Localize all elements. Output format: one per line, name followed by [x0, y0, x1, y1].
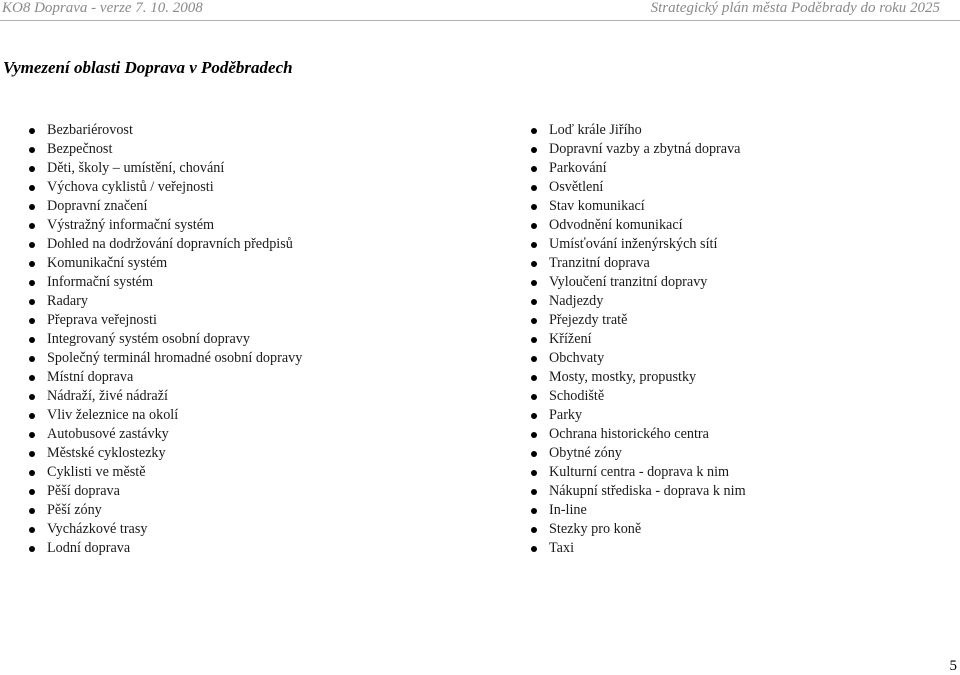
- bullet-icon: [531, 204, 537, 210]
- bullet-icon: [29, 318, 35, 324]
- list-item: [29, 425, 302, 444]
- list-item: [531, 501, 746, 520]
- list-item-label: Komunikační systém: [47, 255, 168, 271]
- bullet-icon: [29, 470, 35, 476]
- list-item-label: Taxi: [549, 540, 575, 556]
- bullet-icon: [531, 375, 537, 381]
- bullet-icon: [29, 128, 35, 134]
- list-item: [531, 311, 746, 330]
- list-item-label: Městské cyklostezky: [47, 445, 166, 461]
- bullet-icon: [531, 318, 537, 324]
- list-item-label: In-line: [549, 502, 587, 518]
- list-item: [29, 406, 302, 425]
- bullet-icon: [531, 356, 537, 362]
- bullet-icon: [531, 166, 537, 172]
- bullet-icon: [29, 223, 35, 229]
- list-item: [531, 368, 746, 387]
- bullet-icon: [29, 185, 35, 191]
- list-item-label: Lodní doprava: [47, 540, 131, 556]
- list-item-label: Integrovaný systém osobní dopravy: [47, 331, 250, 347]
- list-item: [531, 140, 746, 159]
- bullet-icon: [531, 527, 537, 533]
- list-item: [29, 159, 302, 178]
- bullet-icon: [29, 394, 35, 400]
- list-item: [531, 159, 746, 178]
- list-item-label: Výchova cyklistů / veřejnosti: [47, 179, 214, 195]
- list-item-label: Kulturní centra - doprava k nim: [549, 464, 730, 480]
- list-item: [531, 520, 746, 539]
- list-item-label: Vyloučení tranzitní dopravy: [549, 274, 708, 290]
- list-item-label: Pěší doprava: [47, 483, 120, 499]
- bullet-icon: [531, 223, 537, 229]
- list-item: [29, 330, 302, 349]
- bullet-icon: [29, 527, 35, 533]
- list-item-label: Tranzitní doprava: [549, 255, 650, 271]
- list-item-label: Parky: [549, 407, 583, 423]
- list-item: [29, 501, 302, 520]
- list-item-label: Umísťování inženýrských sítí: [549, 236, 718, 252]
- bullet-icon: [531, 242, 537, 248]
- list-item: [531, 482, 746, 501]
- list-item-label: Schodiště: [549, 388, 605, 404]
- bullet-icon: [29, 546, 35, 552]
- list-item-label: Nadjezdy: [549, 293, 604, 309]
- list-item-label: Loď krále Jiřího: [549, 122, 642, 138]
- list-item: [531, 330, 746, 349]
- bullet-icon: [531, 185, 537, 191]
- list-item-label: Dohled na dodržování dopravních předpisů: [47, 236, 293, 252]
- list-item: [531, 254, 746, 273]
- list-item: [29, 235, 302, 254]
- list-item-label: Pěší zóny: [47, 502, 102, 518]
- header-divider: [0, 20, 960, 21]
- bullet-icon: [29, 451, 35, 457]
- list-item-label: Vycházkové trasy: [47, 521, 148, 537]
- list-item: [29, 273, 302, 292]
- list-item-label: Informační systém: [47, 274, 153, 290]
- bullet-icon: [531, 432, 537, 438]
- list-item-label: Nákupní střediska - doprava k nim: [549, 483, 746, 499]
- bullet-icon: [531, 489, 537, 495]
- right-topic-list: [531, 121, 746, 558]
- list-item: [531, 216, 746, 235]
- bullet-icon: [29, 261, 35, 267]
- bullet-icon: [29, 375, 35, 381]
- bullet-icon: [29, 147, 35, 153]
- list-item: [531, 121, 746, 140]
- list-item: [29, 463, 302, 482]
- list-item-label: Cyklisti ve městě: [47, 464, 146, 480]
- list-item-label: Místní doprava: [47, 369, 134, 385]
- list-item-label: Dopravní vazby a zbytná doprava: [549, 141, 741, 157]
- list-item: [531, 444, 746, 463]
- bullet-icon: [29, 299, 35, 305]
- list-item-label: Bezbariérovost: [47, 122, 133, 138]
- page-number: 5: [949, 658, 957, 674]
- list-item-label: Obchvaty: [549, 350, 605, 366]
- list-item: [29, 482, 302, 501]
- list-item: [29, 444, 302, 463]
- list-item-label: Společný terminál hromadné osobní dopravy: [47, 350, 303, 366]
- list-item: [29, 349, 302, 368]
- header-document-version: KO8 Doprava - verze 7. 10. 2008: [2, 0, 203, 16]
- bullet-icon: [29, 356, 35, 362]
- header-document-title: Strategický plán města Poděbrady do roku 2025: [650, 0, 940, 16]
- list-item-label: Děti, školy – umístění, chování: [47, 160, 225, 176]
- bullet-icon: [531, 261, 537, 267]
- list-item: [29, 178, 302, 197]
- list-item: [29, 387, 302, 406]
- list-item: [531, 539, 746, 558]
- bullet-icon: [531, 546, 537, 552]
- list-item: [29, 121, 302, 140]
- list-item: [531, 425, 746, 444]
- list-item: [531, 463, 746, 482]
- list-item-label: Přejezdy tratě: [549, 312, 628, 328]
- list-item: [531, 273, 746, 292]
- bullet-icon: [29, 204, 35, 210]
- list-item: [29, 292, 302, 311]
- list-item: [29, 140, 302, 159]
- list-item: [29, 197, 302, 216]
- list-item-label: Parkování: [549, 160, 607, 176]
- list-item-label: Stezky pro koně: [549, 521, 642, 537]
- list-item: [531, 406, 746, 425]
- bullet-icon: [29, 432, 35, 438]
- bullet-icon: [531, 280, 537, 286]
- list-item-label: Křížení: [549, 331, 592, 347]
- bullet-icon: [531, 470, 537, 476]
- bullet-icon: [531, 451, 537, 457]
- list-item: [531, 178, 746, 197]
- list-item-label: Stav komunikací: [549, 198, 645, 214]
- bullet-icon: [29, 242, 35, 248]
- bullet-icon: [29, 337, 35, 343]
- list-item-label: Odvodnění komunikací: [549, 217, 683, 233]
- list-item-label: Radary: [47, 293, 88, 309]
- bullet-icon: [531, 337, 537, 343]
- bullet-icon: [531, 413, 537, 419]
- list-item: [29, 520, 302, 539]
- bullet-icon: [531, 508, 537, 514]
- page-title: Vymezení oblasti Doprava v Poděbradech: [3, 58, 293, 77]
- bullet-icon: [29, 166, 35, 172]
- list-item: [29, 368, 302, 387]
- list-item-label: Dopravní značení: [47, 198, 148, 214]
- bullet-icon: [29, 508, 35, 514]
- list-item: [531, 292, 746, 311]
- list-item-label: Osvětlení: [549, 179, 604, 195]
- bullet-icon: [531, 394, 537, 400]
- bullet-icon: [531, 299, 537, 305]
- bullet-icon: [29, 413, 35, 419]
- bullet-icon: [29, 489, 35, 495]
- list-item-label: Ochrana historického centra: [549, 426, 709, 442]
- bullet-icon: [531, 147, 537, 153]
- list-item: [531, 197, 746, 216]
- list-item-label: Nádraží, živé nádraží: [47, 388, 168, 404]
- list-item-label: Mosty, mostky, propustky: [549, 369, 697, 385]
- list-item-label: Přeprava veřejnosti: [47, 312, 157, 328]
- list-item: [531, 349, 746, 368]
- list-item: [531, 387, 746, 406]
- list-item: [29, 539, 302, 558]
- list-item-label: Výstražný informační systém: [47, 217, 215, 233]
- list-item-label: Obytné zóny: [549, 445, 622, 461]
- bullet-icon: [531, 128, 537, 134]
- list-item-label: Bezpečnost: [47, 141, 113, 157]
- list-item: [531, 235, 746, 254]
- left-topic-list: [29, 121, 302, 558]
- bullet-icon: [29, 280, 35, 286]
- list-item: [29, 216, 302, 235]
- list-item-label: Autobusové zastávky: [47, 426, 169, 442]
- list-item: [29, 311, 302, 330]
- list-item: [29, 254, 302, 273]
- list-item-label: Vliv železnice na okolí: [47, 407, 179, 423]
